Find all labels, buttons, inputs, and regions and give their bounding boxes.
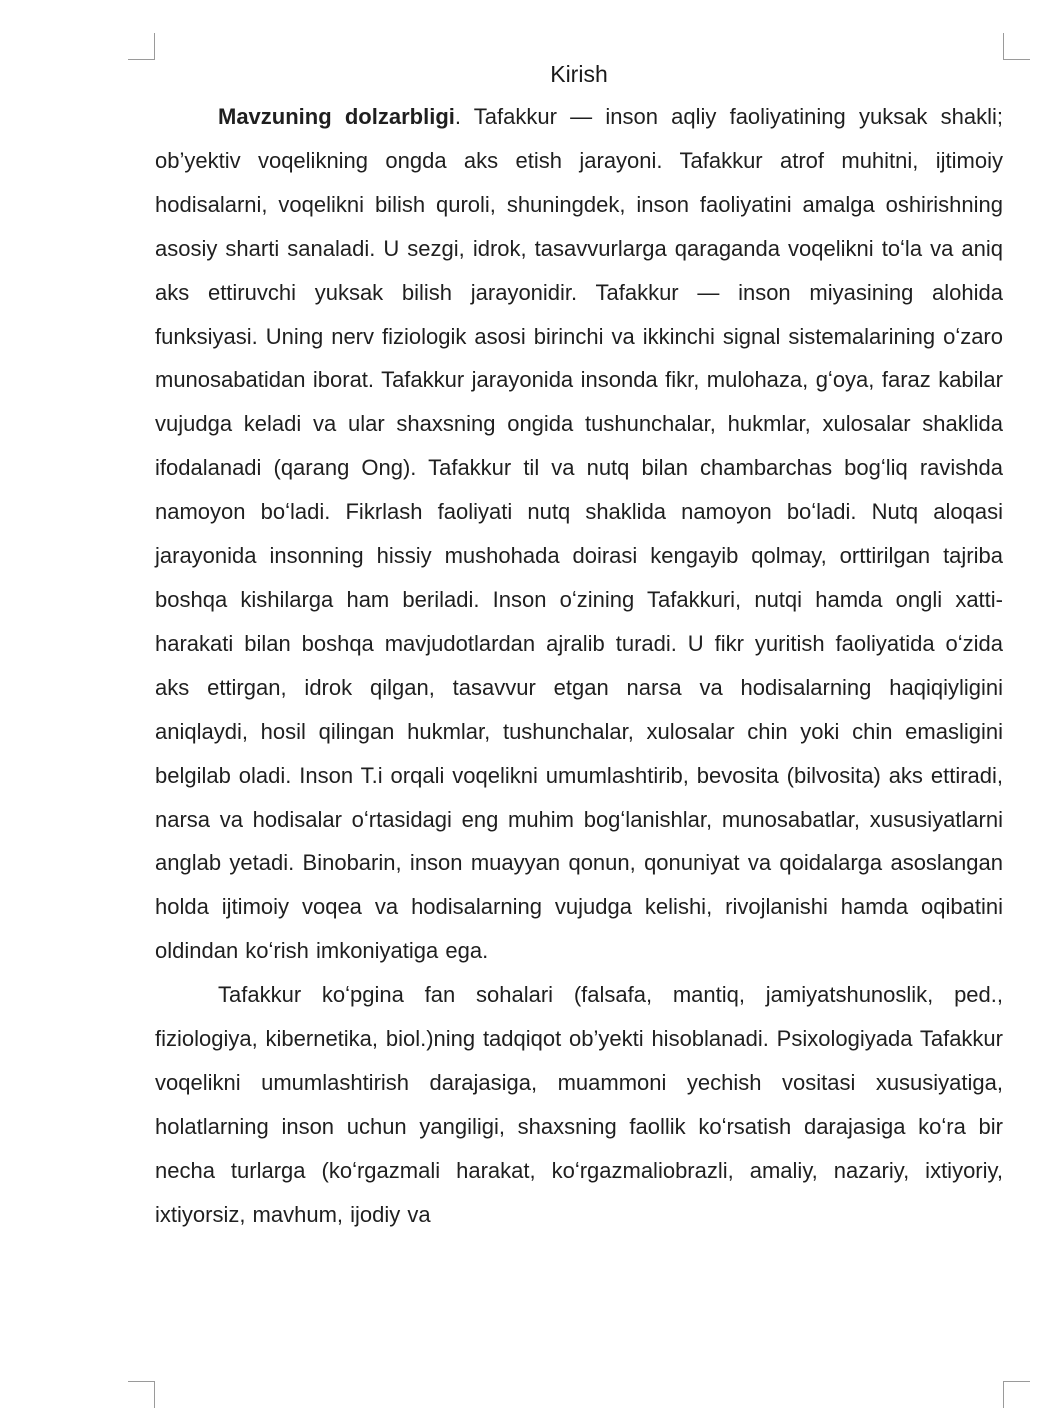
paragraph-2: Tafakkur koʻpgina fan sohalari (falsafa, mantiq, jamiyatshunoslik, ped., fiziologiya, kibernetika, biol.)ning tadqiqot ob’yekti hisoblanadi. Psixologiyada Tafakkur voqelikni umumlashtirish darajasiga, muammoni yechish vositasi xususiyatiga, holatlarning inson uchun yangiligi, shaxsning faollik koʻrsatish darajasiga koʻra bir necha turlarga (koʻrgazmali harakat, koʻrgazmaliobrazli, amaliy, nazariy, ixtiyoriy, ixtiyorsiz, mavhum, ijodiy va <box>155 982 1003 1227</box>
paragraph-1-body: . Tafakkur — inson aqliy faoliyatining yuksak shakli; ob’yektiv voqelikning ongda aks etish jarayoni. Tafakkur atrof muhitni, ijtimoiy hodisalarni, voqelikni bilish quroli, shuningdek, inson faoliyatini amalga oshirishning asosiy sharti sanaladi. U sezgi, idrok, tasavvurlarga qaraganda voqelikni toʻla va aniq aks ettiruvchi yuksak bilish jarayonidir. Tafakkur — inson miyasining alohida funksiyasi. Uning nerv fiziologik asosi birinchi va ikkinchi signal sistemalarining oʻzaro munosabatidan iborat. Tafakkur jarayonida insonda fikr, mulohaza, gʻoya, faraz kabilar vujudga keladi va ular shaxsning ongida tushunchalar, hukmlar, xulosalar shaklida ifodalanadi (qarang Ong). Tafakkur til va nutq bilan chambarchas bogʻliq ravishda namoyon boʻladi. Fikrlash faoliyati nutq shaklida namoyon boʻladi. Nutq aloqasi jarayonida insonning hissiy mushohada doirasi kengayib qolmay, orttirilgan tajriba boshqa kishilarga ham beriladi. Inson oʻzining Tafakkuri, nutqi hamda ongli xatti-harakati bilan boshqa mavjudotlardan ajralib turadi. U fikr yuritish faoliyatida oʻzida aks ettirgan, idrok qilgan, tasavvur etgan narsa va hodisalarning haqiqiyligini aniqlaydi, hosil qilingan hukmlar, tushunchalar, xulosalar chin yoki chin emasligini belgilab oladi. Inson T.i orqali voqelikni umumlashtirib, bevosita (bilvosita) aks ettiradi, narsa va hodisalar oʻrtasidagi eng muhim bogʻlanishlar, munosabatlar, xususiyatlarni anglab yetadi. Binobarin, inson muayyan qonun, qonuniyat va qoidalarga asoslangan holda ijtimoiy voqea va hodisalarning vujudga kelishi, rivojlanishi hamda oqibatini oldindan koʻrish imkoniyatiga ega. <box>155 104 1003 964</box>
paragraph-1-lead: Mavzuning dolzarbligi <box>218 104 455 129</box>
crop-mark-top-left <box>128 33 155 60</box>
page-body <box>155 55 1003 1237</box>
crop-mark-bottom-right <box>1003 1381 1030 1408</box>
crop-mark-bottom-left <box>128 1381 155 1408</box>
paragraph-1 <box>155 95 1003 973</box>
page-title: Kirish <box>550 61 608 87</box>
crop-mark-top-right <box>1003 33 1030 60</box>
